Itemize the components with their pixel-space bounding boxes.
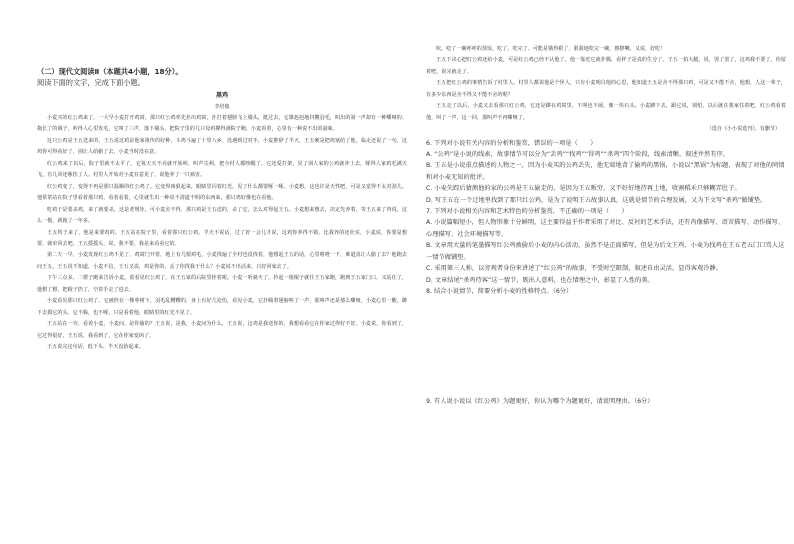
story-paragraph: 小麦买的红公鸡来了。一大早小麦打开鸡窝，那只红公鸡率先扑出鸡窝，扑打着翅膀飞上墙头，挺过去，它雄赳赳地抖擞羽毛，叫出的第一声却有一种嘶哑的、拖长了的调子，听得人心里发毛，它叫了三声，落下墙头，把院子里的几只母鸡撵得满院子跑，小麦看着，心里有一种说不出的滋味。 — [37, 115, 407, 133]
question-6-option-b: B. 王五是小说重点描述的人物之一，因为小麦买的公鸡丢失，他无端地背了偷鸡的黑锅，小说以“黑锅”为标题，表现了对他的同情和对小麦无知的批评。 — [426, 162, 785, 181]
question-7-option-a: A. 小说篇幅短小，但人物形象十分鲜明，这主要得益于作者采用了对比、反衬的艺术手法，还有肖像描写、语言描写、动作描写、心理描写、社会环境描写等。 — [426, 219, 785, 238]
question-6-option-c: C. 小麦失踪后猜测他的家的公鸡是王五偷走的，是因为王五贩穷，又不好好地待再土地，收割稻禾只够糊弄肚子。 — [426, 185, 741, 193]
story-paragraph: 下午三点多，二楞子跑来告诉小麦，说看见红公鸡了，在王五家的后院里拴着呢。小麦一听就火了，拎起一根棍子就往王五家跑，跑到王五家门口，又站住了，他想了想，把棍子扔了，空着手走了进去。 — [37, 275, 407, 293]
right-column — [426, 44, 786, 408]
story-paragraph: 王五说完这句话，低下头，半天没抬起来。 — [47, 344, 144, 351]
story-paragraph: 吃鸡子是要杀鸡，来了就要杀，这是老规矩。可小麦舍不得，那只鸡是王五送的，杀了它，怎么对得起王五，小麦想来想去，决定先养着，等王五来了再说，这么一拖，就拖了一年多。 — [37, 206, 407, 225]
story-author: 李培俊 — [214, 104, 230, 110]
story-paragraph: 红公鸡来了以后，院子里就不太平了。它每天天不亮就开始叫，叫声尖利，把全村人都吵醒了。它还爱打架，见了别人家的公鸡就冲上去，啄得人家鸡毛满天飞，有几回还啄伤了人。村里人开始对小麦有意见了，说他养了一只祸害。 — [37, 160, 407, 179]
question-7-option-c: C. 采用第三人称，以旁观者身份来讲述了“红公鸡”的故事，不受时空限制，叙述自由灵活，显得客观冷静。 — [426, 265, 723, 273]
story-paragraph: 这只公鸡是王五送来的，王五说这鸡是他家祖传的好种，斗鸡斗遍了十里八乡，没遇到过对手，小麦推辞了半天，王五硬是把鸡塞给了他，临走还说了一句，这鸡你可得看好了，别让人给偷了去，小麦当时没在意。 — [37, 137, 407, 156]
story-paragraph: 吹，吃了一碗呼呼的蒸饭，吃了，吃完了。可能是饿得狠了，狠狠地吃完一碗，擦擦嘴，又说，好吃！ — [436, 46, 666, 52]
story-title: 黑鸡 — [215, 92, 228, 99]
story-paragraph: 王五下决心把红公鸡还给小麦，可是红公鸡已经不认他了，他一靠近它就扑腾，看样子是真的生分了。王五一拍大腿，说，罢了罢了，这鸡我不要了，你留着吧，说完就走了。 — [426, 57, 786, 75]
question-8-stem: 8. 结合小说情节，简要分析小麦的性格特点。（6分） — [426, 287, 573, 295]
section-heading: （二）现代文阅读Ⅱ（本题共4小题，18分）。 — [37, 67, 183, 76]
story-paragraph: 第二天一早，小麦发现红公鸡不见了。鸡窝门开着，地上有几根鸡毛，小麦找遍了全村也没找着，他想起王五的话，心里咯噔一下，难道真让人偷了去？他跑去问王五，王五说不知道，小麦不信，王五又说，鸡是你的，丢了你找我干什么？小麦说不出话来，只好回家去了。 — [37, 252, 407, 270]
story-paragraph: 小麦看见那只红公鸡了，它被拴在一棵枣树下，羽毛乱糟糟的，身上有好几处伤，看见小麦，它扑腾着翅膀叫了一声，那叫声还是那么嘶哑，小麦心里一酸，蹲下去摸它的头，它不躲，也不啄，只是看着他，眼睛里的红光不见了。 — [37, 298, 407, 316]
question-6-option-d: D. 写王五在一个迁地里找到了那只红公鸡，是为了说明王五故事认真，这就是情节的合理发展，又为下文写“杀鸡”做铺垫。 — [426, 196, 767, 204]
question-9-stem: 9. 有人说小说以《红公鸡》为题更好，你认为哪个为题更好，请说明理由。（6分） — [426, 398, 654, 406]
question-6-stem: 6. 下列对小说有关内容的分析和鉴赏，错误的一项是（ ） — [426, 139, 597, 147]
story-paragraph: 王五走了以后，小麦又去看那只红公鸡，它还是蹲在鸡窝里，不叫也不闹，像一块石头。小麦蹲下去，跟它说，别怕，以后就在我家住着吧，红公鸡看着他，叫了一声，这一回，那叫声不再嘶哑了。 — [426, 103, 786, 121]
question-7-stem: 7. 下列对小说相关内容和艺术特色的分析鉴赏，不正确的一项是（ ） — [426, 208, 628, 216]
story-source: （选自《小小说选刊》，有删节） — [706, 126, 780, 133]
question-7-option-d: D. 文章结尾“杀鸡待客”这一情节，既出人意料，也在情理之中，彰显了人性的美。 — [426, 276, 654, 284]
story-paragraph: 王五终于来了，他是来要鸡的。王五站在院子里，看着那只红公鸡，半天不说话，过了好一会儿才说，这鸡你养得不错，比我养的还壮实，小麦说，你要是想要，就牵回去吧，王五摇摇头，说，我不要，我是来看看它的。 — [37, 229, 407, 247]
question-7-option-b: B. 文章用大量的笔墨描写红公鸡被偷后小麦的内心活动，虽然不是正面描写，但是为后文王鸡、小麦为找鸡在王五老五门口骂人这一情节做铺垫。 — [426, 242, 785, 261]
left-column — [37, 66, 407, 354]
section-instruction: 阅读下面的文字，完成下面小题。 — [37, 78, 145, 87]
answer-space-8[interactable] — [426, 297, 786, 396]
story-paragraph: 王五站在一旁，看着小麦，小麦问，是你偷的？王五说，是我，小麦问为什么，王五说，这鸡是我送你的，我想看看它在你家过得好不好。小麦说，你看到了，它过得很好，王五说，我看到了，它在你家变凶了。 — [37, 321, 407, 339]
story-paragraph: 红公鸡变了，变得不再是那只温顺的红公鸡了。它变得凶狠起来，眼睛里闪着红光，见了什么都要啄一啄。小麦想，这也许是天性吧，可是又觉得不太对劲儿。他常常站在院子里看着那只鸡，看着看着，心里就生出一种说不清道不明的东西来，那只鸡好像也在看他。 — [37, 183, 407, 202]
story-paragraph: 王五把红公鸡的事情告诉了村里人，村里人都说他是个怪人，只有小麦明白他的心思，他知道王五是舍不得那只鸡，可是又不能不舍，他想，人这一辈子，有多少东西是舍不得又不能不舍的呢？ — [426, 80, 786, 98]
question-6-option-a: A. “公鸡”是小说的线索，故事情节可以分为“丢鸡”“找鸡”“得鸡”“杀鸡”四个阶段，线索清晰，叙述井然有序。 — [426, 151, 730, 159]
